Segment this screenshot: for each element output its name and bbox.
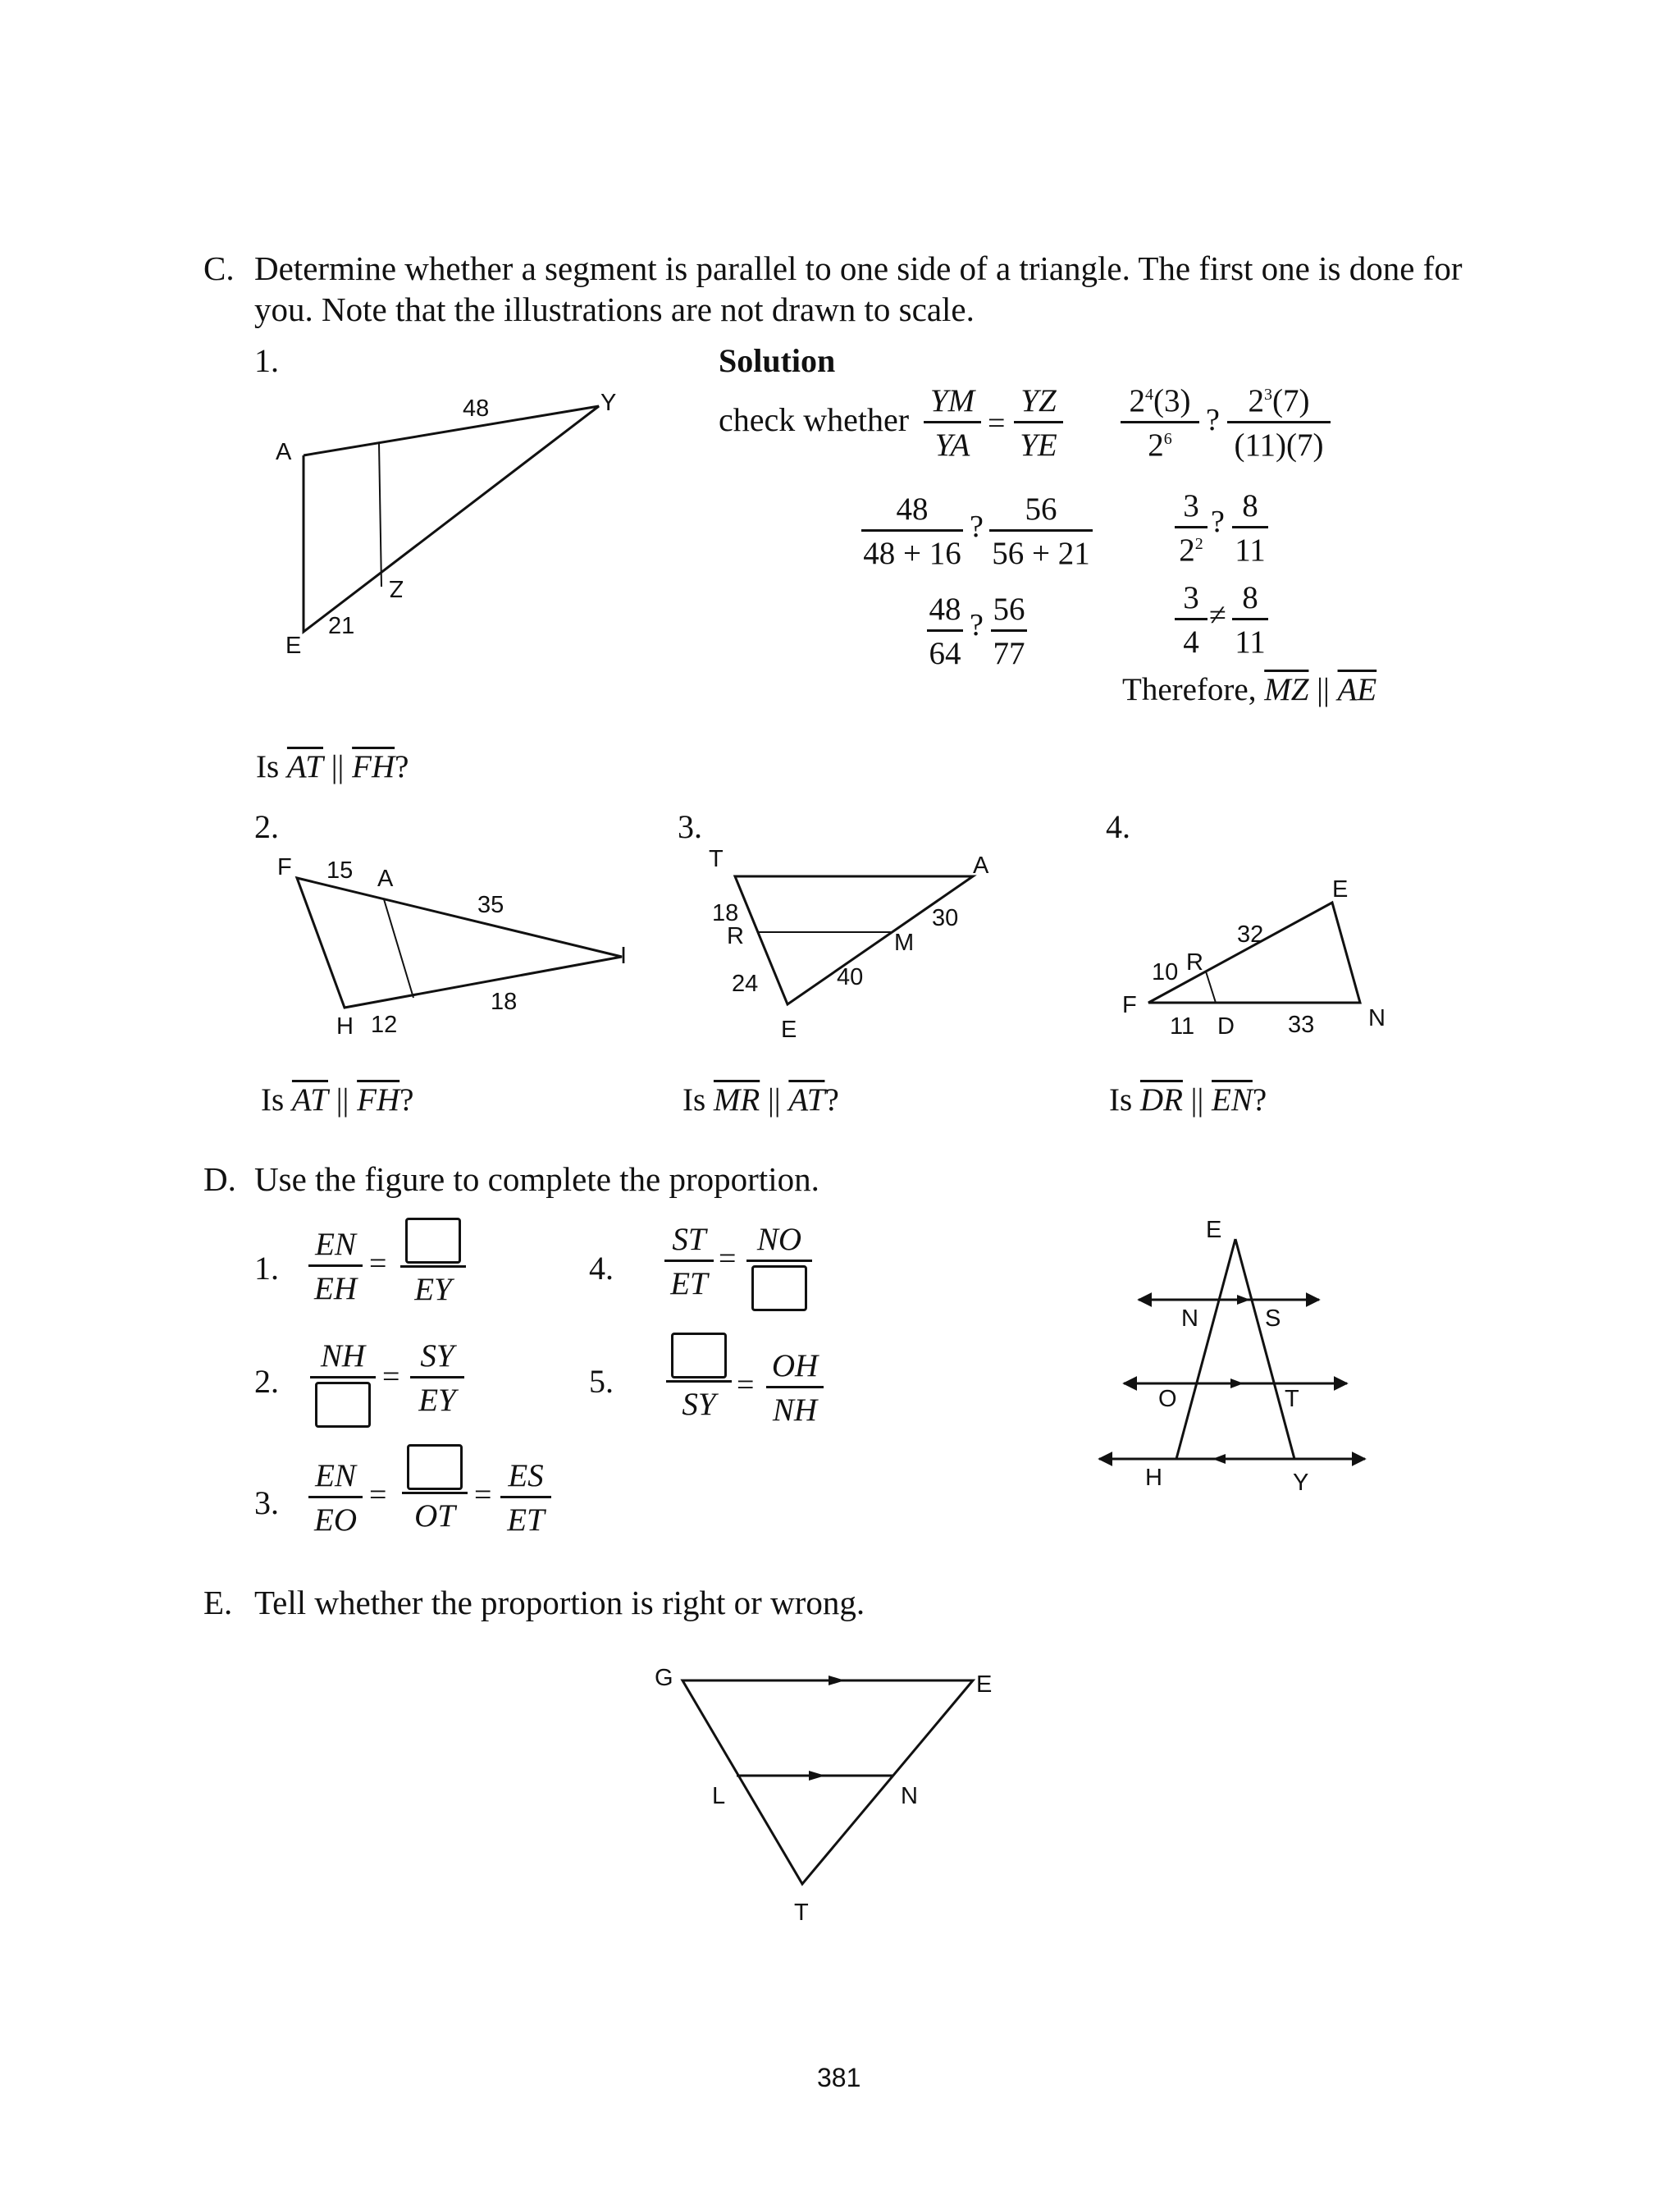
denominator: 77 xyxy=(993,636,1025,671)
segment-ae: $\overline{AE}$ xyxy=(1337,672,1377,707)
equals-sign: = xyxy=(369,1478,387,1512)
fraction-3-2squared xyxy=(1175,487,1208,569)
label-t: T xyxy=(1285,1386,1299,1412)
therefore-label: Therefore, xyxy=(1122,672,1257,707)
label-m: M xyxy=(894,930,915,956)
fraction-8-11 xyxy=(1232,579,1268,661)
section-c-letter: C. xyxy=(203,249,235,287)
fraction-st-et xyxy=(664,1221,714,1302)
denominator: YE xyxy=(1020,427,1057,463)
fraction-sy-ey xyxy=(410,1337,464,1419)
label-o: O xyxy=(1158,1386,1177,1412)
question-4 xyxy=(1109,1081,1267,1118)
numerator: SY xyxy=(420,1338,454,1374)
denominator: 48 + 16 xyxy=(863,536,961,571)
item-number: 2. xyxy=(254,808,279,845)
label-a: A xyxy=(377,866,394,892)
is-word: Is xyxy=(1109,1082,1133,1118)
therefore-statement xyxy=(1122,671,1376,708)
question-mark: ? xyxy=(395,749,409,784)
section-c-intro-line2: you. Note that the illustrations are not drawn to scale. xyxy=(254,290,975,328)
label-l: L xyxy=(712,1783,726,1809)
fraction-en-eo xyxy=(308,1457,363,1538)
question-mark: ? xyxy=(1211,505,1225,539)
equals-sign: = xyxy=(988,406,1006,441)
figure-triangle-2 xyxy=(262,850,648,1047)
parallel-symbol: || xyxy=(1190,1082,1204,1118)
numerator: 56 xyxy=(993,592,1025,627)
figure-triangle-4 xyxy=(1116,870,1411,1050)
numerator: 56 xyxy=(1025,491,1057,527)
numerator: NO xyxy=(756,1222,802,1257)
numerator: EN xyxy=(315,1458,356,1493)
figure-triangle-e xyxy=(648,1657,1025,1936)
figure-transversals xyxy=(1091,1214,1386,1518)
numerator: NH xyxy=(320,1338,366,1374)
fraction-en-eh xyxy=(308,1226,363,1307)
numerator: 3 xyxy=(1183,580,1199,615)
base: 2 xyxy=(1129,383,1145,418)
base: 2 xyxy=(1179,533,1195,568)
equals-sign: = xyxy=(382,1360,400,1394)
length-11: 11 xyxy=(1170,1013,1195,1040)
length-10: 10 xyxy=(1152,959,1179,985)
denominator: 11 xyxy=(1235,533,1266,568)
exponent: 4 xyxy=(1145,386,1153,404)
item-number: 1. xyxy=(254,342,279,379)
fraction-8-11 xyxy=(1232,487,1268,569)
is-word: Is xyxy=(256,749,280,784)
denominator: EO xyxy=(314,1502,357,1538)
fraction-56-sum xyxy=(989,491,1093,572)
length-15: 15 xyxy=(326,857,354,884)
label-n: N xyxy=(901,1783,918,1809)
label-n: N xyxy=(1181,1305,1198,1332)
fraction-3-4 xyxy=(1175,579,1208,661)
label-e: E xyxy=(1332,876,1349,903)
parallel-symbol: || xyxy=(331,749,345,784)
question-3 xyxy=(682,1081,839,1118)
label-f: F xyxy=(1122,992,1137,1018)
section-e-intro: Tell whether the proportion is right or wrong. xyxy=(254,1584,865,1621)
denominator: EY xyxy=(418,1383,456,1418)
numerator: 48 xyxy=(896,491,929,527)
fraction-yz-ye xyxy=(1014,382,1063,464)
length-30: 30 xyxy=(932,905,959,931)
denominator: NH xyxy=(772,1392,818,1428)
numerator: OH xyxy=(771,1348,819,1383)
question-mark: ? xyxy=(1206,403,1220,437)
label-n: N xyxy=(1368,1005,1386,1031)
denominator: (11)(7) xyxy=(1234,427,1324,463)
fraction-blank-ot xyxy=(402,1444,468,1534)
denominator: EH xyxy=(314,1271,357,1306)
denominator: 64 xyxy=(929,636,961,671)
numerator: ES xyxy=(508,1458,544,1493)
numerator: YM xyxy=(929,383,975,418)
question-mark: ? xyxy=(970,510,984,544)
label-t: T xyxy=(794,1900,809,1926)
item-number: 1. xyxy=(254,1250,279,1287)
fraction-56-77 xyxy=(991,591,1027,672)
segment-mz: $\overline{MZ}$ xyxy=(1264,672,1309,707)
exponent: 2 xyxy=(1194,535,1203,553)
section-e-letter: E. xyxy=(203,1584,233,1621)
label-h: H xyxy=(336,1013,354,1040)
fraction-blank-ey xyxy=(400,1218,466,1308)
solution-heading: Solution xyxy=(719,342,836,379)
numerator: EN xyxy=(315,1227,356,1262)
equals-sign: = xyxy=(369,1246,387,1281)
label-a: A xyxy=(276,439,292,465)
is-word: Is xyxy=(682,1082,706,1118)
length-24: 24 xyxy=(732,971,759,997)
check-whether-text: check whether xyxy=(719,401,910,438)
equals-sign: = xyxy=(737,1368,755,1402)
denominator: EY xyxy=(414,1272,452,1307)
label-y: Y xyxy=(1293,1470,1309,1496)
figure-triangle-1 xyxy=(262,386,640,681)
item-number: 2. xyxy=(254,1363,279,1400)
label-s: S xyxy=(1265,1305,1281,1332)
fraction-blank-sy xyxy=(666,1333,732,1423)
denominator: ET xyxy=(670,1266,708,1301)
exponent: 6 xyxy=(1163,430,1172,448)
segment-b: $\overline{FH}$ xyxy=(357,1082,400,1118)
page-number: 381 xyxy=(817,2063,861,2092)
fraction-48-64 xyxy=(927,591,963,672)
fraction-ym-ya xyxy=(924,382,981,464)
answer-box[interactable] xyxy=(751,1265,807,1311)
section-d-letter: D. xyxy=(203,1160,236,1198)
figure-triangle-3 xyxy=(689,844,1017,1049)
fraction-nh-blank xyxy=(310,1337,376,1428)
denominator: SY xyxy=(682,1387,716,1422)
label-r: R xyxy=(727,923,744,949)
parallel-symbol: || xyxy=(336,1082,349,1118)
item-number: 3. xyxy=(254,1484,279,1521)
equals-sign: = xyxy=(719,1241,737,1276)
item-number: 4. xyxy=(1106,808,1130,845)
denominator: 4 xyxy=(1183,624,1199,660)
equals-sign: = xyxy=(474,1478,492,1512)
label-e: E xyxy=(285,633,302,659)
question-mark: ? xyxy=(824,1082,839,1118)
question-mark: ? xyxy=(970,608,984,642)
length-33: 33 xyxy=(1288,1012,1315,1038)
label-e: E xyxy=(781,1017,797,1043)
question-1 xyxy=(256,748,409,785)
label-e: E xyxy=(1206,1217,1222,1243)
numerator: YZ xyxy=(1020,383,1057,418)
numerator: ST xyxy=(672,1222,706,1257)
segment-a: $\overline{AT}$ xyxy=(286,749,323,784)
denominator: OT xyxy=(414,1498,455,1534)
is-word: Is xyxy=(261,1082,285,1118)
denominator: ET xyxy=(507,1502,545,1538)
label-e: E xyxy=(976,1671,993,1698)
label-a: A xyxy=(973,853,989,879)
label-f: F xyxy=(277,854,292,880)
answer-box[interactable] xyxy=(405,1218,461,1264)
fraction-es-et xyxy=(500,1457,551,1538)
segment-a: $\overline{AT}$ xyxy=(291,1082,328,1118)
fraction-no-blank xyxy=(746,1221,812,1311)
label-z: Z xyxy=(389,575,404,601)
question-mark: ? xyxy=(1252,1082,1267,1118)
label-r: R xyxy=(1186,949,1203,976)
segment-a: $\overline{DR}$ xyxy=(1139,1082,1183,1118)
factor: (3) xyxy=(1153,383,1191,418)
length-35: 35 xyxy=(477,892,504,918)
parallel-symbol: || xyxy=(1317,672,1330,707)
item-number: 5. xyxy=(589,1363,614,1400)
answer-box[interactable] xyxy=(407,1444,463,1490)
segment-b: $\overline{FH}$ xyxy=(352,749,395,784)
length-48: 48 xyxy=(463,395,490,422)
length-32: 32 xyxy=(1237,921,1264,948)
answer-box[interactable] xyxy=(315,1382,371,1428)
numerator: 3 xyxy=(1183,488,1199,523)
fraction-power-2 xyxy=(1227,382,1331,464)
not-equal-sign: ≠ xyxy=(1209,598,1226,633)
denominator: 56 + 21 xyxy=(992,536,1090,571)
label-y: Y xyxy=(600,390,617,416)
denominator: 11 xyxy=(1235,624,1266,660)
denominator: YA xyxy=(934,427,970,463)
base: 2 xyxy=(1148,427,1164,463)
segment-a: $\overline{MR}$ xyxy=(713,1082,760,1118)
label-h: H xyxy=(1145,1465,1162,1491)
length-12: 12 xyxy=(371,1012,398,1038)
numerator: 48 xyxy=(929,592,961,627)
length-21: 21 xyxy=(328,613,355,639)
section-c-intro-line1: Determine whether a segment is parallel to one side of a triangle. The first one is done for xyxy=(254,249,1463,287)
length-18: 18 xyxy=(491,989,518,1015)
exponent: 3 xyxy=(1264,386,1272,404)
parallel-symbol: || xyxy=(767,1082,781,1118)
segment-b: $\overline{EN}$ xyxy=(1212,1082,1253,1118)
length-18: 18 xyxy=(712,900,739,926)
numerator: 8 xyxy=(1242,488,1258,523)
section-d-intro: Use the figure to complete the proportion. xyxy=(254,1160,819,1198)
question-2 xyxy=(261,1081,413,1118)
factor: (7) xyxy=(1272,383,1310,418)
fraction-oh-nh xyxy=(766,1347,824,1429)
segment-b: $\overline{AT}$ xyxy=(788,1082,825,1118)
fraction-48-sum xyxy=(861,491,963,572)
numerator: 8 xyxy=(1242,580,1258,615)
length-40: 40 xyxy=(837,964,864,990)
base: 2 xyxy=(1248,383,1264,418)
answer-box[interactable] xyxy=(671,1333,727,1378)
label-d: D xyxy=(1217,1013,1235,1040)
label-t: T xyxy=(709,846,724,872)
item-number: 3. xyxy=(678,808,702,845)
item-number: 4. xyxy=(589,1250,614,1287)
fraction-power-1 xyxy=(1121,382,1199,464)
label-g: G xyxy=(655,1665,673,1691)
label-i: I xyxy=(620,943,628,969)
question-mark: ? xyxy=(399,1082,414,1118)
